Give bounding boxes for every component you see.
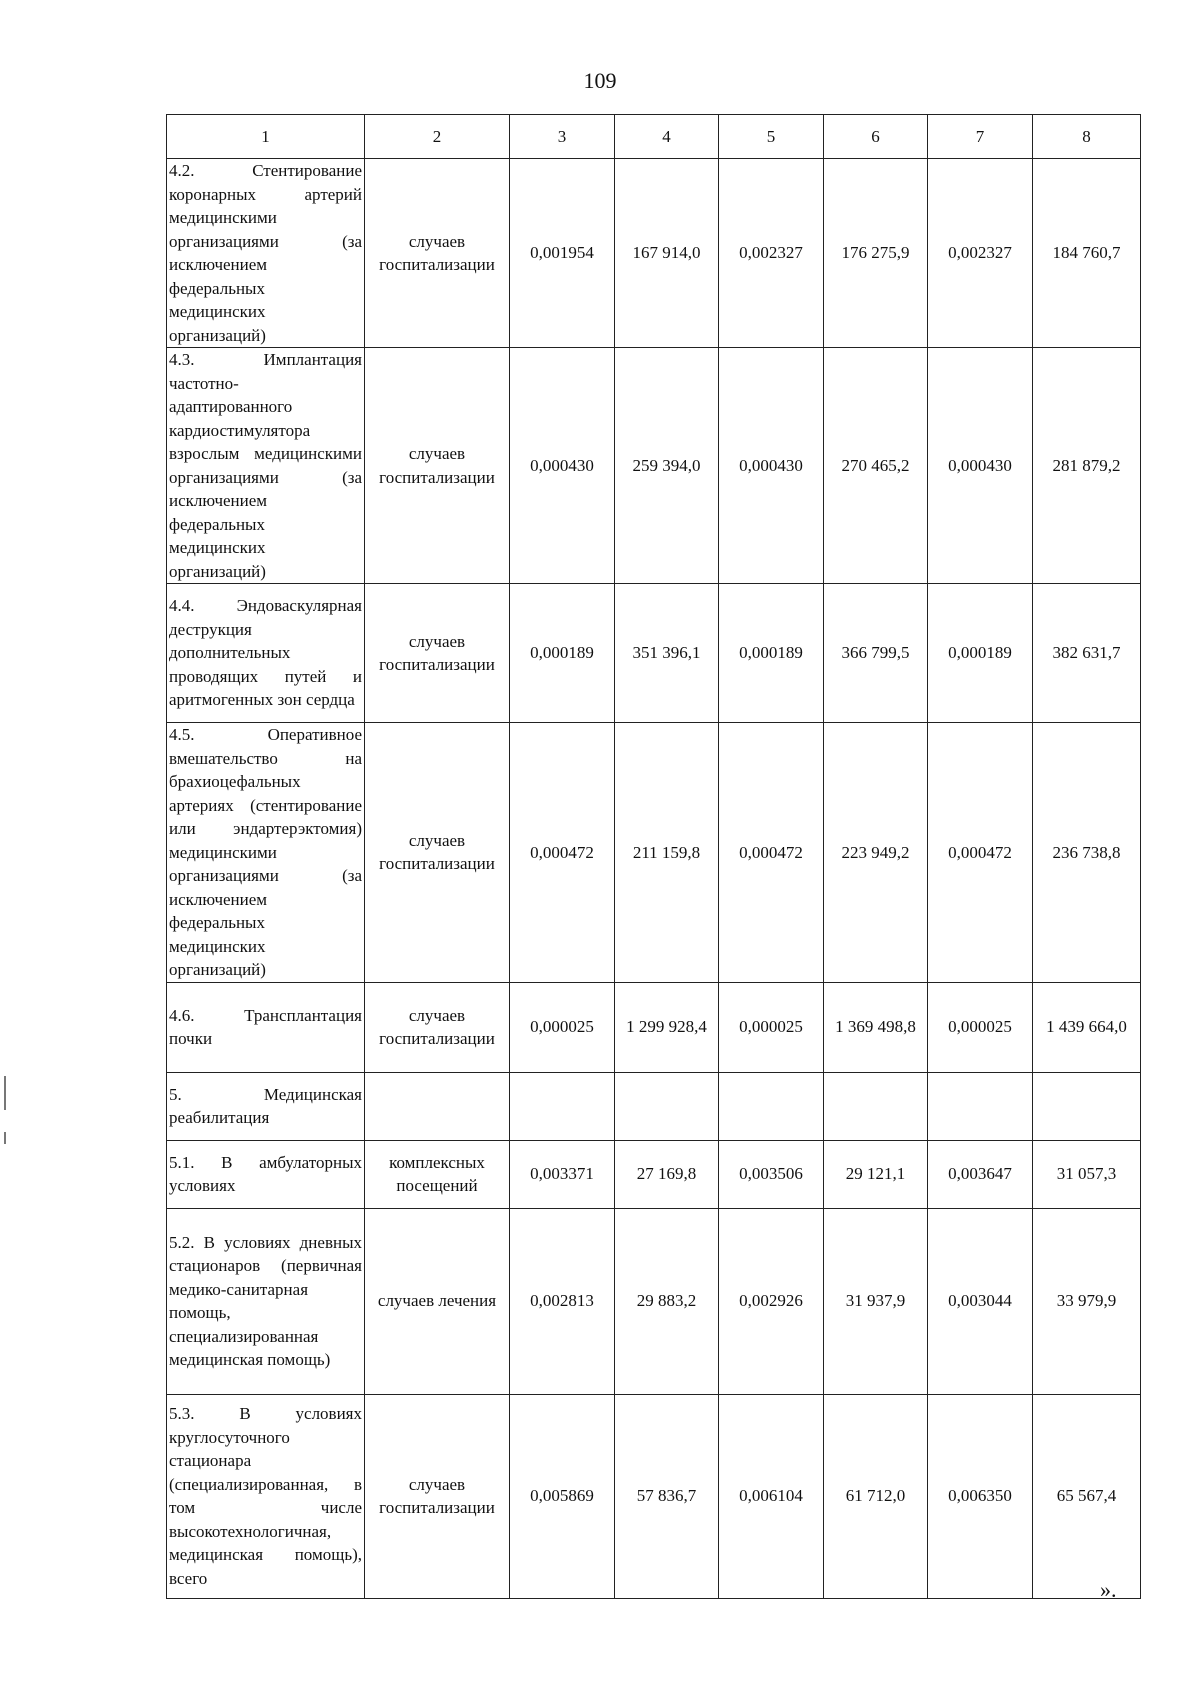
- table-row: [167, 1394, 1141, 1598]
- row-value: 0,001954: [510, 159, 615, 348]
- row-value: 0,000189: [928, 584, 1033, 723]
- row-value: 270 465,2: [824, 348, 928, 584]
- row-value: 0,000472: [719, 723, 824, 983]
- row-value: 259 394,0: [615, 348, 719, 584]
- page-number: 109: [583, 68, 617, 93]
- row-value: 0,000430: [928, 348, 1033, 584]
- row-value: 0,003044: [928, 1208, 1033, 1394]
- row-value: 1 369 498,8: [824, 982, 928, 1072]
- row-value: [719, 1072, 824, 1140]
- row-value: [510, 1072, 615, 1140]
- table-header-row: [167, 115, 1141, 159]
- row-value: 0,006350: [928, 1394, 1033, 1598]
- row-value: 0,000189: [719, 584, 824, 723]
- row-value: 0,000430: [510, 348, 615, 584]
- row-value: 223 949,2: [824, 723, 928, 983]
- column-header: 8: [1033, 115, 1141, 159]
- row-value: 33 979,9: [1033, 1208, 1141, 1394]
- table-row: [167, 1208, 1141, 1394]
- row-name: 4.5. Оперативное вмешательство на брахиоцефальных артериях (стентирование или эндартерэктомия) медицинскими организациями (за исключением федеральных медицинских организаций): [167, 723, 365, 983]
- row-value: 31 057,3: [1033, 1140, 1141, 1208]
- table-row: [167, 982, 1141, 1072]
- row-value: 0,000189: [510, 584, 615, 723]
- table-row: [167, 348, 1141, 584]
- row-name: 5.2. В условиях дневных стационаров (первичная медико-санитарная помощь, специализированная медицинская помощь): [167, 1208, 365, 1394]
- row-value: 351 396,1: [615, 584, 719, 723]
- row-value: 61 712,0: [824, 1394, 928, 1598]
- column-header: 4: [615, 115, 719, 159]
- column-header: 5: [719, 115, 824, 159]
- row-value: 0,000025: [510, 982, 615, 1072]
- row-unit: случаев госпитализации: [365, 723, 510, 983]
- row-unit: случаев госпитализации: [365, 982, 510, 1072]
- row-value: 0,000472: [510, 723, 615, 983]
- table-row: [167, 1072, 1141, 1140]
- row-value: 0,000430: [719, 348, 824, 584]
- row-value: 57 836,7: [615, 1394, 719, 1598]
- row-unit: случаев госпитализации: [365, 584, 510, 723]
- row-value: 0,005869: [510, 1394, 615, 1598]
- row-value: 184 760,7: [1033, 159, 1141, 348]
- row-value: 65 567,4: [1033, 1394, 1141, 1598]
- row-value: 1 299 928,4: [615, 982, 719, 1072]
- row-unit: случаев госпитализации: [365, 1394, 510, 1598]
- row-value: 0,000025: [928, 982, 1033, 1072]
- row-name: 5.1. В амбулаторных условиях: [167, 1140, 365, 1208]
- row-unit: случаев госпитализации: [365, 348, 510, 584]
- row-value: 29 883,2: [615, 1208, 719, 1394]
- row-value: 31 937,9: [824, 1208, 928, 1394]
- column-header: 6: [824, 115, 928, 159]
- row-value: 0,003647: [928, 1140, 1033, 1208]
- row-value: 176 275,9: [824, 159, 928, 348]
- row-name: 4.3. Имплантация частотно-адаптированного кардиостимулятора взрослым медицинскими организациями (за исключением федеральных медицинских организаций): [167, 348, 365, 584]
- scan-edge-mark: [4, 1132, 6, 1144]
- row-value: 167 914,0: [615, 159, 719, 348]
- row-unit: комплексных посещений: [365, 1140, 510, 1208]
- row-value: 0,006104: [719, 1394, 824, 1598]
- row-value: 211 159,8: [615, 723, 719, 983]
- row-value: 27 169,8: [615, 1140, 719, 1208]
- row-name: 4.6. Трансплантация почки: [167, 982, 365, 1072]
- row-value: 0,000472: [928, 723, 1033, 983]
- row-value: [1033, 1072, 1141, 1140]
- column-header: 1: [167, 115, 365, 159]
- row-value: 0,000025: [719, 982, 824, 1072]
- row-value: 0,002813: [510, 1208, 615, 1394]
- row-value: 0,002926: [719, 1208, 824, 1394]
- row-unit: случаев госпитализации: [365, 159, 510, 348]
- table-row: [167, 159, 1141, 348]
- table-row: [167, 584, 1141, 723]
- row-value: 0,002327: [719, 159, 824, 348]
- table-row: [167, 723, 1141, 983]
- row-value: 0,003506: [719, 1140, 824, 1208]
- row-name: 4.2. Стентирование коронарных артерий медицинскими организациями (за исключением федеральных медицинских организаций): [167, 159, 365, 348]
- row-value: [615, 1072, 719, 1140]
- row-value: [824, 1072, 928, 1140]
- row-value: 382 631,7: [1033, 584, 1141, 723]
- indicators-table: [166, 114, 1141, 1599]
- row-unit: [365, 1072, 510, 1140]
- column-header: 2: [365, 115, 510, 159]
- row-value: 281 879,2: [1033, 348, 1141, 584]
- row-value: 0,002327: [928, 159, 1033, 348]
- row-value: 29 121,1: [824, 1140, 928, 1208]
- row-value: 1 439 664,0: [1033, 982, 1141, 1072]
- row-value: 366 799,5: [824, 584, 928, 723]
- scan-edge-mark: [4, 1076, 6, 1110]
- row-unit: случаев лечения: [365, 1208, 510, 1394]
- closing-quote-mark: ».: [1100, 1577, 1117, 1602]
- column-header: 3: [510, 115, 615, 159]
- table-row: [167, 1140, 1141, 1208]
- row-name: 5. Медицинская реабилитация: [167, 1072, 365, 1140]
- row-name: 5.3. В условиях круглосуточного стационара (специализированная, в том числе высокотехнологичная, медицинская помощь), всего: [167, 1394, 365, 1598]
- row-value: 236 738,8: [1033, 723, 1141, 983]
- row-value: [928, 1072, 1033, 1140]
- row-name: 4.4. Эндоваскулярная деструкция дополнительных проводящих путей и аритмогенных зон сердца: [167, 584, 365, 723]
- column-header: 7: [928, 115, 1033, 159]
- row-value: 0,003371: [510, 1140, 615, 1208]
